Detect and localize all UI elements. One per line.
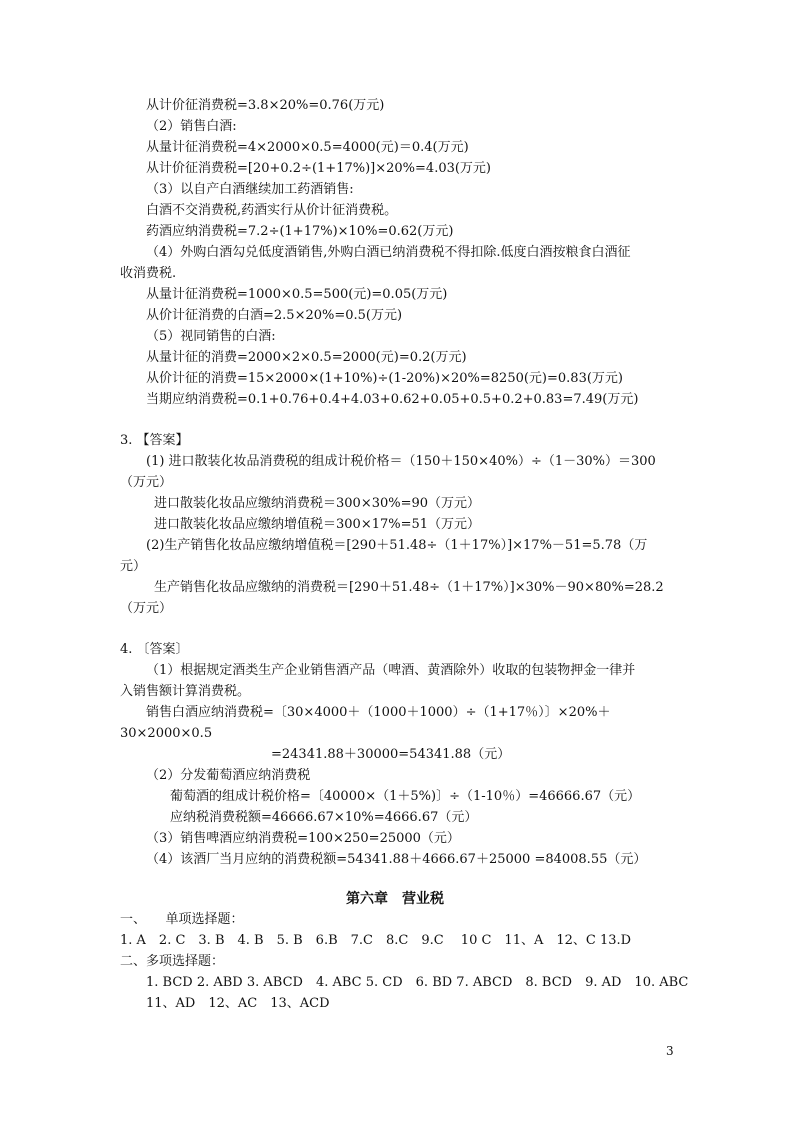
text-line: （1）根据规定酒类生产企业销售酒产品（啤酒、黄酒除外）收取的包装物押金一律并 (146, 663, 636, 678)
text-line: （3）销售啤酒应纳消费税=100×250=25000（元） (146, 831, 460, 846)
page-number: 3 (666, 1044, 674, 1058)
answer-list: 11、AD 12、AC 13、ACD (146, 996, 330, 1011)
answer-list: 1. BCD 2. ABD 3. ABCD 4. ABC 5. CD 6. BD 7. ABCD 8. BCD 9. AD 10. ABC (146, 975, 689, 990)
text-line: 从计价征消费税=3.8×20%=0.76(万元) (146, 98, 385, 113)
text-line: 进口散装化妆品应缴纳消费税＝300×30%=90（万元） (154, 496, 481, 511)
text-line: (2)生产销售化妆品应缴纳增值税＝[290＋51.48÷（1＋17%）]×17%－51=5.78（万 (146, 538, 648, 553)
text-line: （2）销售白酒: (146, 119, 237, 134)
text-line: 销售白酒应纳消费税=〔30×4000＋（1000＋1000）÷（1+17％）〕×20%＋ (146, 705, 611, 720)
text-line: 当期应纳消费税=0.1+0.76+0.4+4.03+0.62+0.05+0.5+0.2+0.83=7.49(万元) (146, 392, 639, 407)
text-line: 30×2000×0.5 (120, 726, 213, 741)
text-line: 收消费税. (120, 266, 177, 281)
text-line: 从价计征消费的白酒=2.5×20%=0.5(万元) (146, 308, 403, 323)
text-line: 从量计征的消费=2000×2×0.5=2000(元)=0.2(万元) (146, 350, 467, 365)
text-line: （万元） (120, 601, 173, 616)
text-line: 药酒应纳消费税=7.2÷(1+17%)×10%=0.62(万元) (146, 224, 454, 239)
section-heading: 一、 单项选择题： (120, 912, 244, 927)
text-line: （2）分发葡萄酒应纳消费税 (146, 768, 311, 783)
text-line: （万元） (120, 475, 173, 490)
text-line: 从计价征消费税=[20+0.2÷(1+17%)]×20%=4.03(万元) (146, 161, 492, 176)
text-line: 从量计征消费税=1000×0.5=500(元)=0.05(万元) (146, 287, 448, 302)
text-line: （4）该酒厂当月应纳的消费税额=54341.88＋4666.67＋25000 =84008.55（元） (146, 852, 647, 867)
text-line: 从量计征消费税=4×2000×0.5=4000(元)＝0.4(万元) (146, 140, 469, 155)
text-line: 元） (120, 559, 147, 574)
answer-list: 1. A 2. C 3. B 4. B 5. B 6.B 7.C 8.C 9.C 10 C 11、A 12、C 13.D (120, 933, 632, 948)
text-line: 进口散装化妆品应缴纳增值税＝300×17%=51（万元） (154, 517, 481, 532)
answer-heading: 4. 〔答案〕 (120, 642, 189, 657)
text-line: （4）外购白酒勾兑低度酒销售,外购白酒已纳消费税不得扣除.低度白酒按粮食白酒征 (146, 245, 631, 260)
chapter-title: 第六章 营业税 (346, 891, 444, 907)
text-line: （3）以自产白酒继续加工药酒销售: (146, 182, 354, 197)
section-heading: 二、多项选择题： (120, 954, 225, 969)
text-line: 入销售额计算消费税。 (120, 684, 251, 699)
text-line: 应纳税消费税额=46666.67×10%=4666.67（元） (170, 810, 478, 825)
text-line: (1) 进口散装化妆品消费税的组成计税价格＝（150＋150×40%）÷（1－30%）＝300 (146, 454, 656, 469)
text-line: 生产销售化妆品应缴纳的消费税＝[290＋51.48÷（1＋17%）]×30%－90×80%=28.2 (154, 580, 664, 595)
text-line: 从价计征的消费=15×2000×(1+10%)÷(1-20%)×20%=8250(元)=0.83(万元) (146, 371, 623, 386)
text-line: 葡萄酒的组成计税价格=〔40000×（1＋5%)〕÷（1-10％）=46666.67（元） (170, 789, 641, 804)
text-line: （5）视同销售的白酒: (146, 329, 276, 344)
answer-heading: 3. 【答案】 (120, 433, 189, 448)
text-line: =24341.88＋30000=54341.88（元） (271, 747, 511, 762)
text-line: 白酒不交消费税,药酒实行从价计征消费税。 (146, 203, 398, 218)
